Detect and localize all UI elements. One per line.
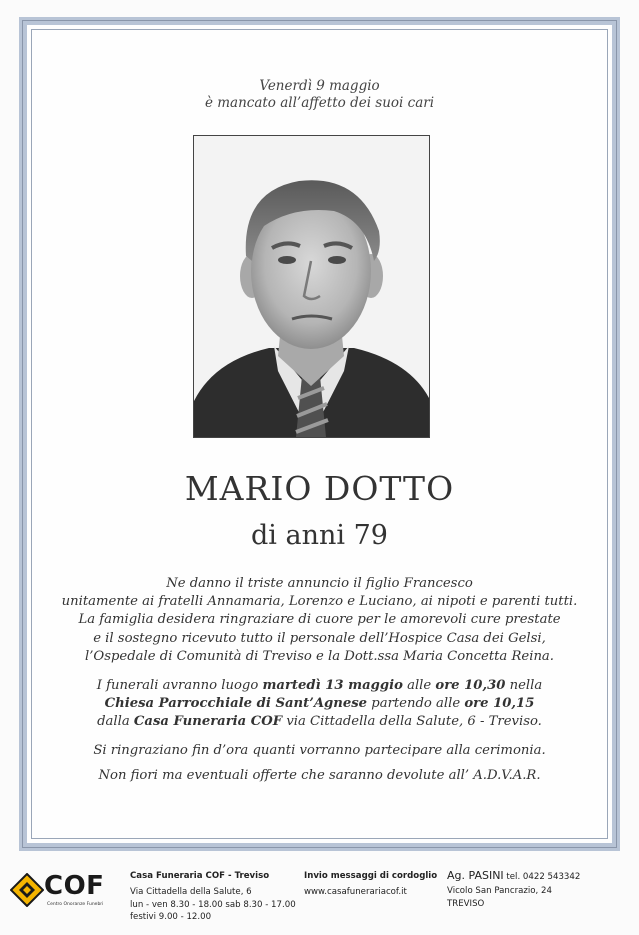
agency-phone: tel. 0422 543342 [503,872,581,882]
thanks-line: Si ringraziano fin d’ora quanti vorranno partecipare alla cerimonia. [93,743,546,758]
funeral-home-holiday-hours: festivi 9.00 - 12.00 [130,911,212,922]
logo-subtitle: Centro Onoranze Funebri [47,902,104,907]
agency-address: Vicolo San Pancrazio, 24 [447,886,552,897]
announcement-line: l’Ospedale di Comunità di Treviso e la Dott.ssa Maria Concetta Reina. [85,648,554,664]
funeral-home-name: Casa Funeraria COF [133,714,283,730]
funeral-text: partendo alle [367,696,465,712]
departure-time: ore 10,15 [464,696,535,712]
deceased-name: MARIO DOTTO [184,469,455,508]
funeral-home-hours: lun - ven 8.30 - 18.00 sab 8.30 - 17.00 [130,899,296,910]
agency-info [447,870,580,910]
funeral-text: nella [505,678,543,693]
cof-logo [10,869,120,909]
announcement-text [0,575,639,666]
condolence-website-link[interactable]: www.casafunerariacof.it [304,887,407,898]
funeral-home-address: Via Cittadella della Salute, 6 [130,887,252,898]
announcement-line: e il sostegno ricevuto tutto il personale dell’Hospice Casa dei Gelsi, [93,630,546,646]
funeral-time: ore 10,30 [435,678,506,693]
condolence-title: Invio messaggi di cordoglio [304,871,438,881]
deceased-age: di anni 79 [251,520,388,551]
diamond-logo-icon [10,873,44,907]
death-date: Venerdì 9 maggio [259,78,380,94]
funeral-line-2 [0,695,639,713]
church-name: Chiesa Parrocchiale di Sant’Agnese [104,696,368,712]
announcement-line: La famiglia desidera ringraziare di cuore per le amorevoli cure prestate [78,612,561,628]
agency-city: TREVISO [447,898,485,909]
agency-line [447,870,580,883]
funeral-home-title: Casa Funeraria COF - Treviso [130,871,270,881]
announcement-line: Ne danno il triste annuncio il figlio Francesco [166,576,473,591]
portrait-photo [193,135,430,438]
announcement-line: unitamente ai fratelli Annamaria, Lorenzo e Luciano, ai nipoti e parenti tutti. [61,594,578,610]
funeral-home-info [130,870,296,923]
funeral-address: via Cittadella della Salute, 6 - Treviso. [282,714,542,730]
no-flowers-line: Non fiori ma eventuali offerte che saranno devolute all’ A.D.V.A.R. [98,768,541,783]
portrait-photo-image [194,136,429,437]
condolence-info [304,870,437,899]
funeral-text: dalla [97,714,134,730]
funeral-text: alle [402,678,436,693]
death-subtitle: è mancato all’affetto dei suoi cari [204,95,435,111]
funeral-details [0,677,639,732]
footer [0,862,639,935]
funeral-line-1 [0,677,639,695]
funeral-date: martedì 13 maggio [262,678,403,693]
funeral-text: I funerali avranno luogo [96,678,263,693]
agency-name: PASINI [468,869,504,882]
logo-text: COF [44,871,105,901]
funeral-line-3 [0,713,639,731]
death-notice-header [0,78,639,112]
agency-prefix: Ag. [447,869,469,882]
